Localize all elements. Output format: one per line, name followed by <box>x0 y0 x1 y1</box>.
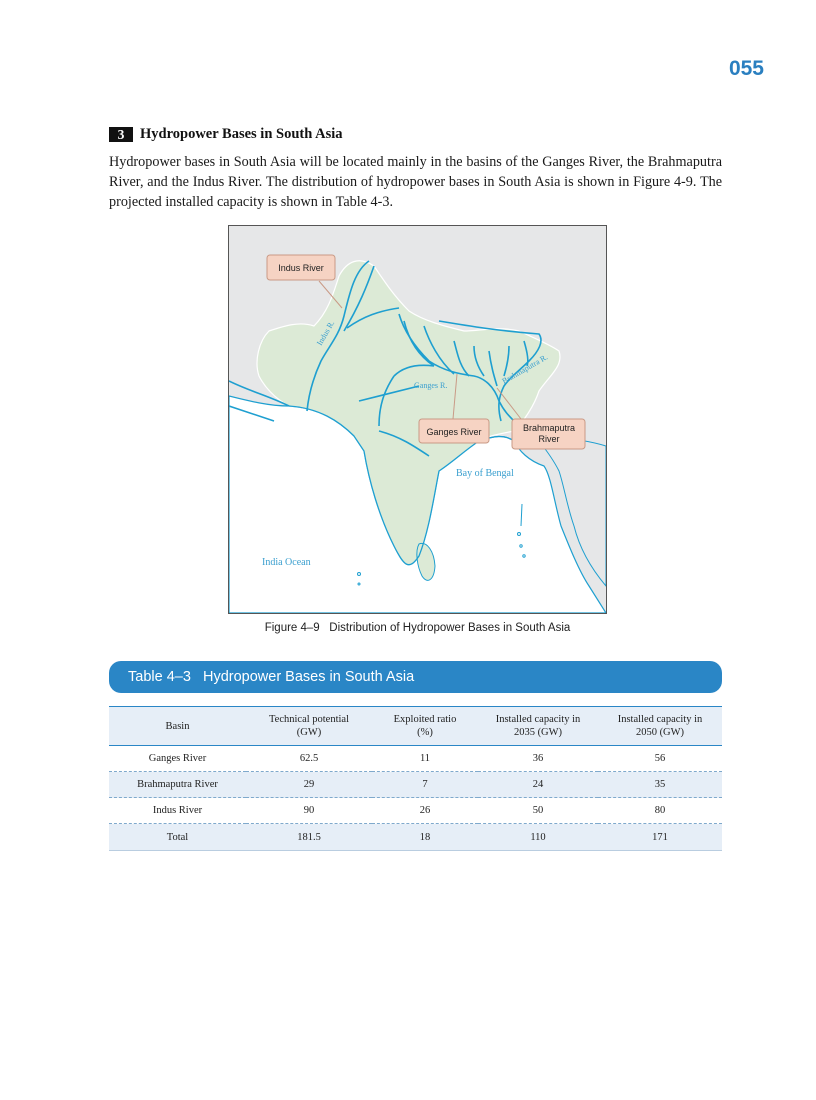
cell-basin: Total <box>109 824 246 851</box>
ganges-r-label: Ganges R. <box>414 381 448 390</box>
cell-technical-potential: 181.5 <box>246 824 372 851</box>
cell-basin: Brahmaputra River <box>109 772 246 798</box>
south-asia-map <box>229 226 606 613</box>
bay-of-bengal-label: Bay of Bengal <box>456 468 514 479</box>
cell-exploited-ratio: 26 <box>372 798 478 824</box>
cell-capacity-2050: 35 <box>598 772 722 798</box>
cell-technical-potential: 62.5 <box>246 746 372 772</box>
table-row <box>109 746 722 772</box>
cell-capacity-2050: 56 <box>598 746 722 772</box>
table-title-banner: Table 4–3 Hydropower Bases in South Asia <box>109 661 722 693</box>
cell-exploited-ratio: 11 <box>372 746 478 772</box>
cell-exploited-ratio: 18 <box>372 824 478 851</box>
south-asia-map-figure <box>228 225 607 614</box>
body-paragraph: Hydropower bases in South Asia will be located mainly in the basins of the Ganges River, the Brahmaputra River, and the Indus River. The distribution of hydropower bases in South Asia is shown in Figure 4-9. The projected installed capacity is shown in Table 4-3. <box>109 154 722 210</box>
india-ocean-label: India Ocean <box>262 557 311 568</box>
brahmaputra-callout-label-line2: River <box>538 434 560 444</box>
header-capacity-2035: Installed capacity in 2035 (GW) <box>478 707 598 746</box>
brahmaputra-callout-label-line1: Brahmaputra <box>522 423 576 433</box>
table-header-row <box>109 707 722 746</box>
page-number: 055 <box>728 57 764 80</box>
cell-capacity-2035: 50 <box>478 798 598 824</box>
hydropower-table <box>109 706 722 851</box>
header-basin: Basin <box>109 707 246 746</box>
cell-capacity-2035: 110 <box>478 824 598 851</box>
section-heading <box>109 126 343 143</box>
section-number: 3 <box>109 127 133 142</box>
table-row <box>109 772 722 798</box>
indus-callout-label: Indus River <box>278 263 324 273</box>
table-total-row <box>109 824 722 851</box>
header-exploited-ratio: Exploited ratio (%) <box>372 707 478 746</box>
cell-basin: Indus River <box>109 798 246 824</box>
table-row <box>109 798 722 824</box>
cell-exploited-ratio: 7 <box>372 772 478 798</box>
section-title: Hydropower Bases in South Asia <box>140 126 343 142</box>
cell-capacity-2050: 171 <box>598 824 722 851</box>
figure-caption: Figure 4–9 Distribution of Hydropower Bases in South Asia <box>264 622 571 634</box>
header-technical-potential: Technical potential (GW) <box>246 707 372 746</box>
brahmaputra-r-label: Brahmaputra R. <box>500 352 550 386</box>
cell-capacity-2035: 36 <box>478 746 598 772</box>
cell-basin: Ganges River <box>109 746 246 772</box>
cell-technical-potential: 90 <box>246 798 372 824</box>
cell-capacity-2035: 24 <box>478 772 598 798</box>
cell-capacity-2050: 80 <box>598 798 722 824</box>
header-capacity-2050: Installed capacity in 2050 (GW) <box>598 707 722 746</box>
ganges-callout-label: Ganges River <box>426 427 482 437</box>
indus-r-label: Indus R. <box>314 319 337 347</box>
cell-technical-potential: 29 <box>246 772 372 798</box>
